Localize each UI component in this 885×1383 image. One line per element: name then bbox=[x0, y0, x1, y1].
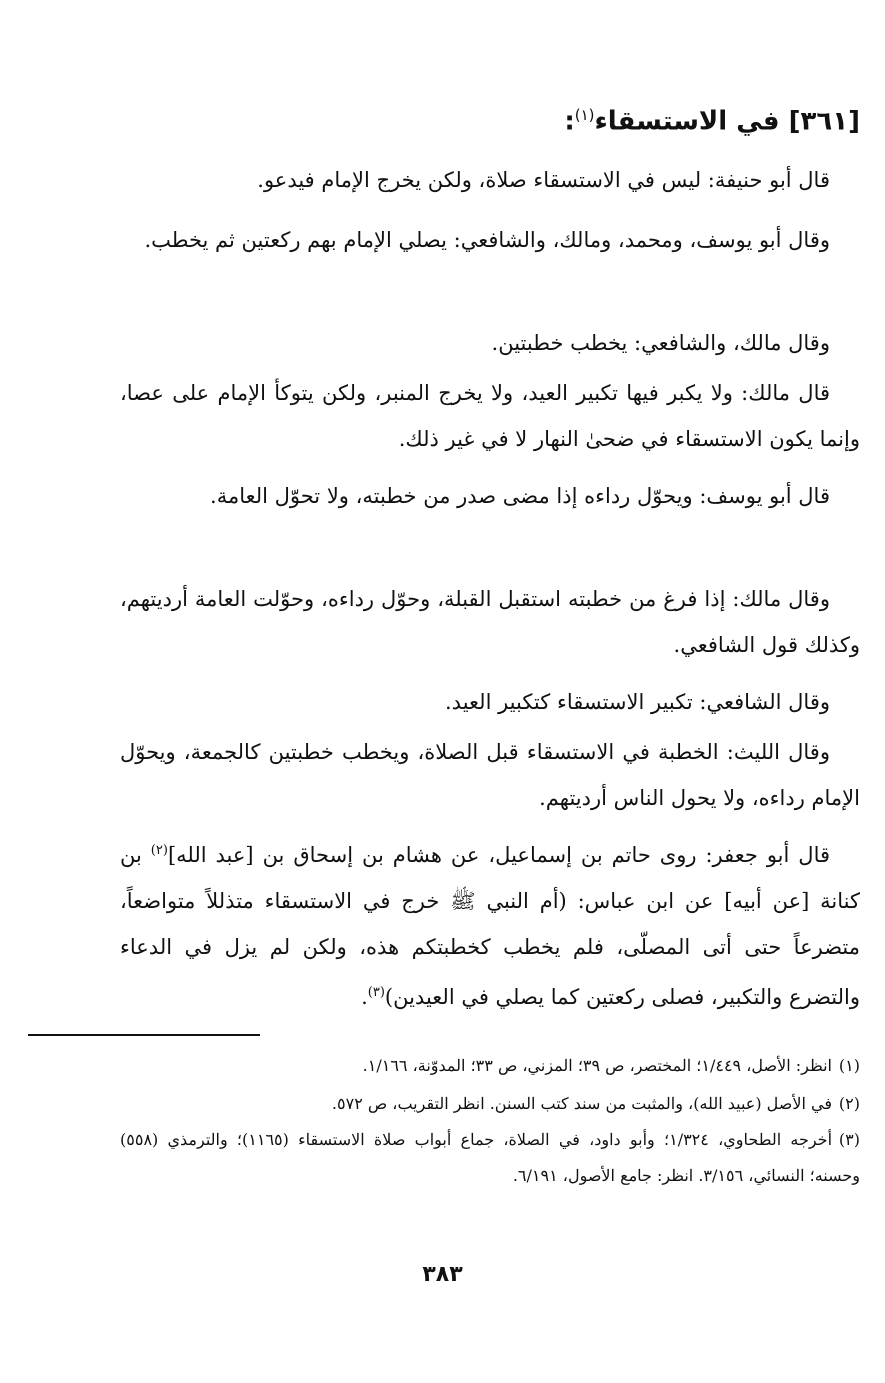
page-number: ٣٨٣ bbox=[422, 1262, 463, 1287]
footnote-text: انظر: الأصل، ١/٤٤٩؛ المختصر، ص ٣٩؛ المزني، ص ٣٣؛ المدوّنة، ١/١٦٦. bbox=[362, 1056, 832, 1075]
hadith-paragraph bbox=[120, 828, 860, 1020]
footnote-ref-2: (٢) bbox=[150, 843, 168, 858]
footnote-divider bbox=[28, 1034, 260, 1036]
footnote-number: (٢) bbox=[838, 1094, 860, 1113]
paragraph: وقال مالك: إذا فرغ من خطبته استقبل القبلة، وحوّل رداءه، وحوّلت العامة أرديتهم، وكذلك قول الشافعي. bbox=[120, 587, 860, 657]
heading-footnote-ref: (١) bbox=[574, 106, 595, 124]
footnote-2 bbox=[120, 1086, 860, 1122]
paragraph: وقال أبو يوسف، ومحمد، ومالك، والشافعي: يصلي الإمام بهم ركعتين ثم يخطب. bbox=[144, 228, 830, 252]
footnote-text: أخرجه الطحاوي، ١/٣٢٤؛ وأبو داود، في الصلاة، جماع أبواب صلاة الاستسقاء (١١٦٥)؛ والترمذي (٥٥٨) وحسنه؛ النسائي، ٣/١٥٦. انظر: جامع الأصول، ٦/١٩١. bbox=[120, 1130, 860, 1185]
heading-text: [٣٦١] في الاستسقاء bbox=[594, 106, 860, 137]
hadith-text-part2: بن كنانة [عن أبيه] عن ابن عباس: (أم النبي ﷺ خرج في الاستسقاء متذللاً متواضعاً، متضرعاً حتى أتى المصلّى، فلم يخطب كخطبتكم هذه، ولكن لم يزل في الدعاء والتضرع والتكبير، فصلى ركعتين كما يصلي في العيدين) bbox=[120, 843, 860, 1009]
paragraph: وقال الليث: الخطبة في الاستسقاء قبل الصلاة، ويخطب خطبتين كالجمعة، ويحوّل الإمام رداءه، ولا يحول الناس أرديتهم. bbox=[120, 740, 860, 810]
footnote-number: (٣) bbox=[838, 1130, 861, 1149]
footnote-number: (١) bbox=[838, 1056, 860, 1075]
section-heading bbox=[40, 92, 860, 145]
paragraph: وقال مالك، والشافعي: يخطب خطبتين. bbox=[491, 331, 830, 355]
footnote-ref-3: (٣) bbox=[367, 985, 385, 1000]
footnote-1 bbox=[120, 1048, 860, 1084]
paragraph: وقال الشافعي: تكبير الاستسقاء كتكبير العيد. bbox=[445, 690, 830, 714]
paragraph: قال أبو يوسف: ويحوّل رداءه إذا مضى صدر من خطبته، ولا تحوّل العامة. bbox=[210, 484, 830, 508]
paragraph: قال أبو حنيفة: ليس في الاستسقاء صلاة، ولكن يخرج الإمام فيدعو. bbox=[257, 168, 830, 192]
footnote-text: في الأصل (عبيد الله)، والمثبت من سند كتب السنن. انظر التقريب، ص ٥٧٢. bbox=[331, 1094, 832, 1113]
footnote-3 bbox=[120, 1122, 860, 1194]
paragraph: قال مالك: ولا يكبر فيها تكبير العيد، ولا يخرج المنبر، ولكن يتوكأ الإمام على عصا، وإنما يكون الاستسقاء في ضحىٰ النهار لا في غير ذلك. bbox=[120, 381, 860, 451]
hadith-text-part1: قال أبو جعفر: روى حاتم بن إسماعيل، عن هشام بن إسحاق بن [عبد الله] bbox=[167, 843, 831, 867]
heading-colon: : bbox=[564, 106, 575, 137]
hadith-end: . bbox=[361, 985, 368, 1009]
